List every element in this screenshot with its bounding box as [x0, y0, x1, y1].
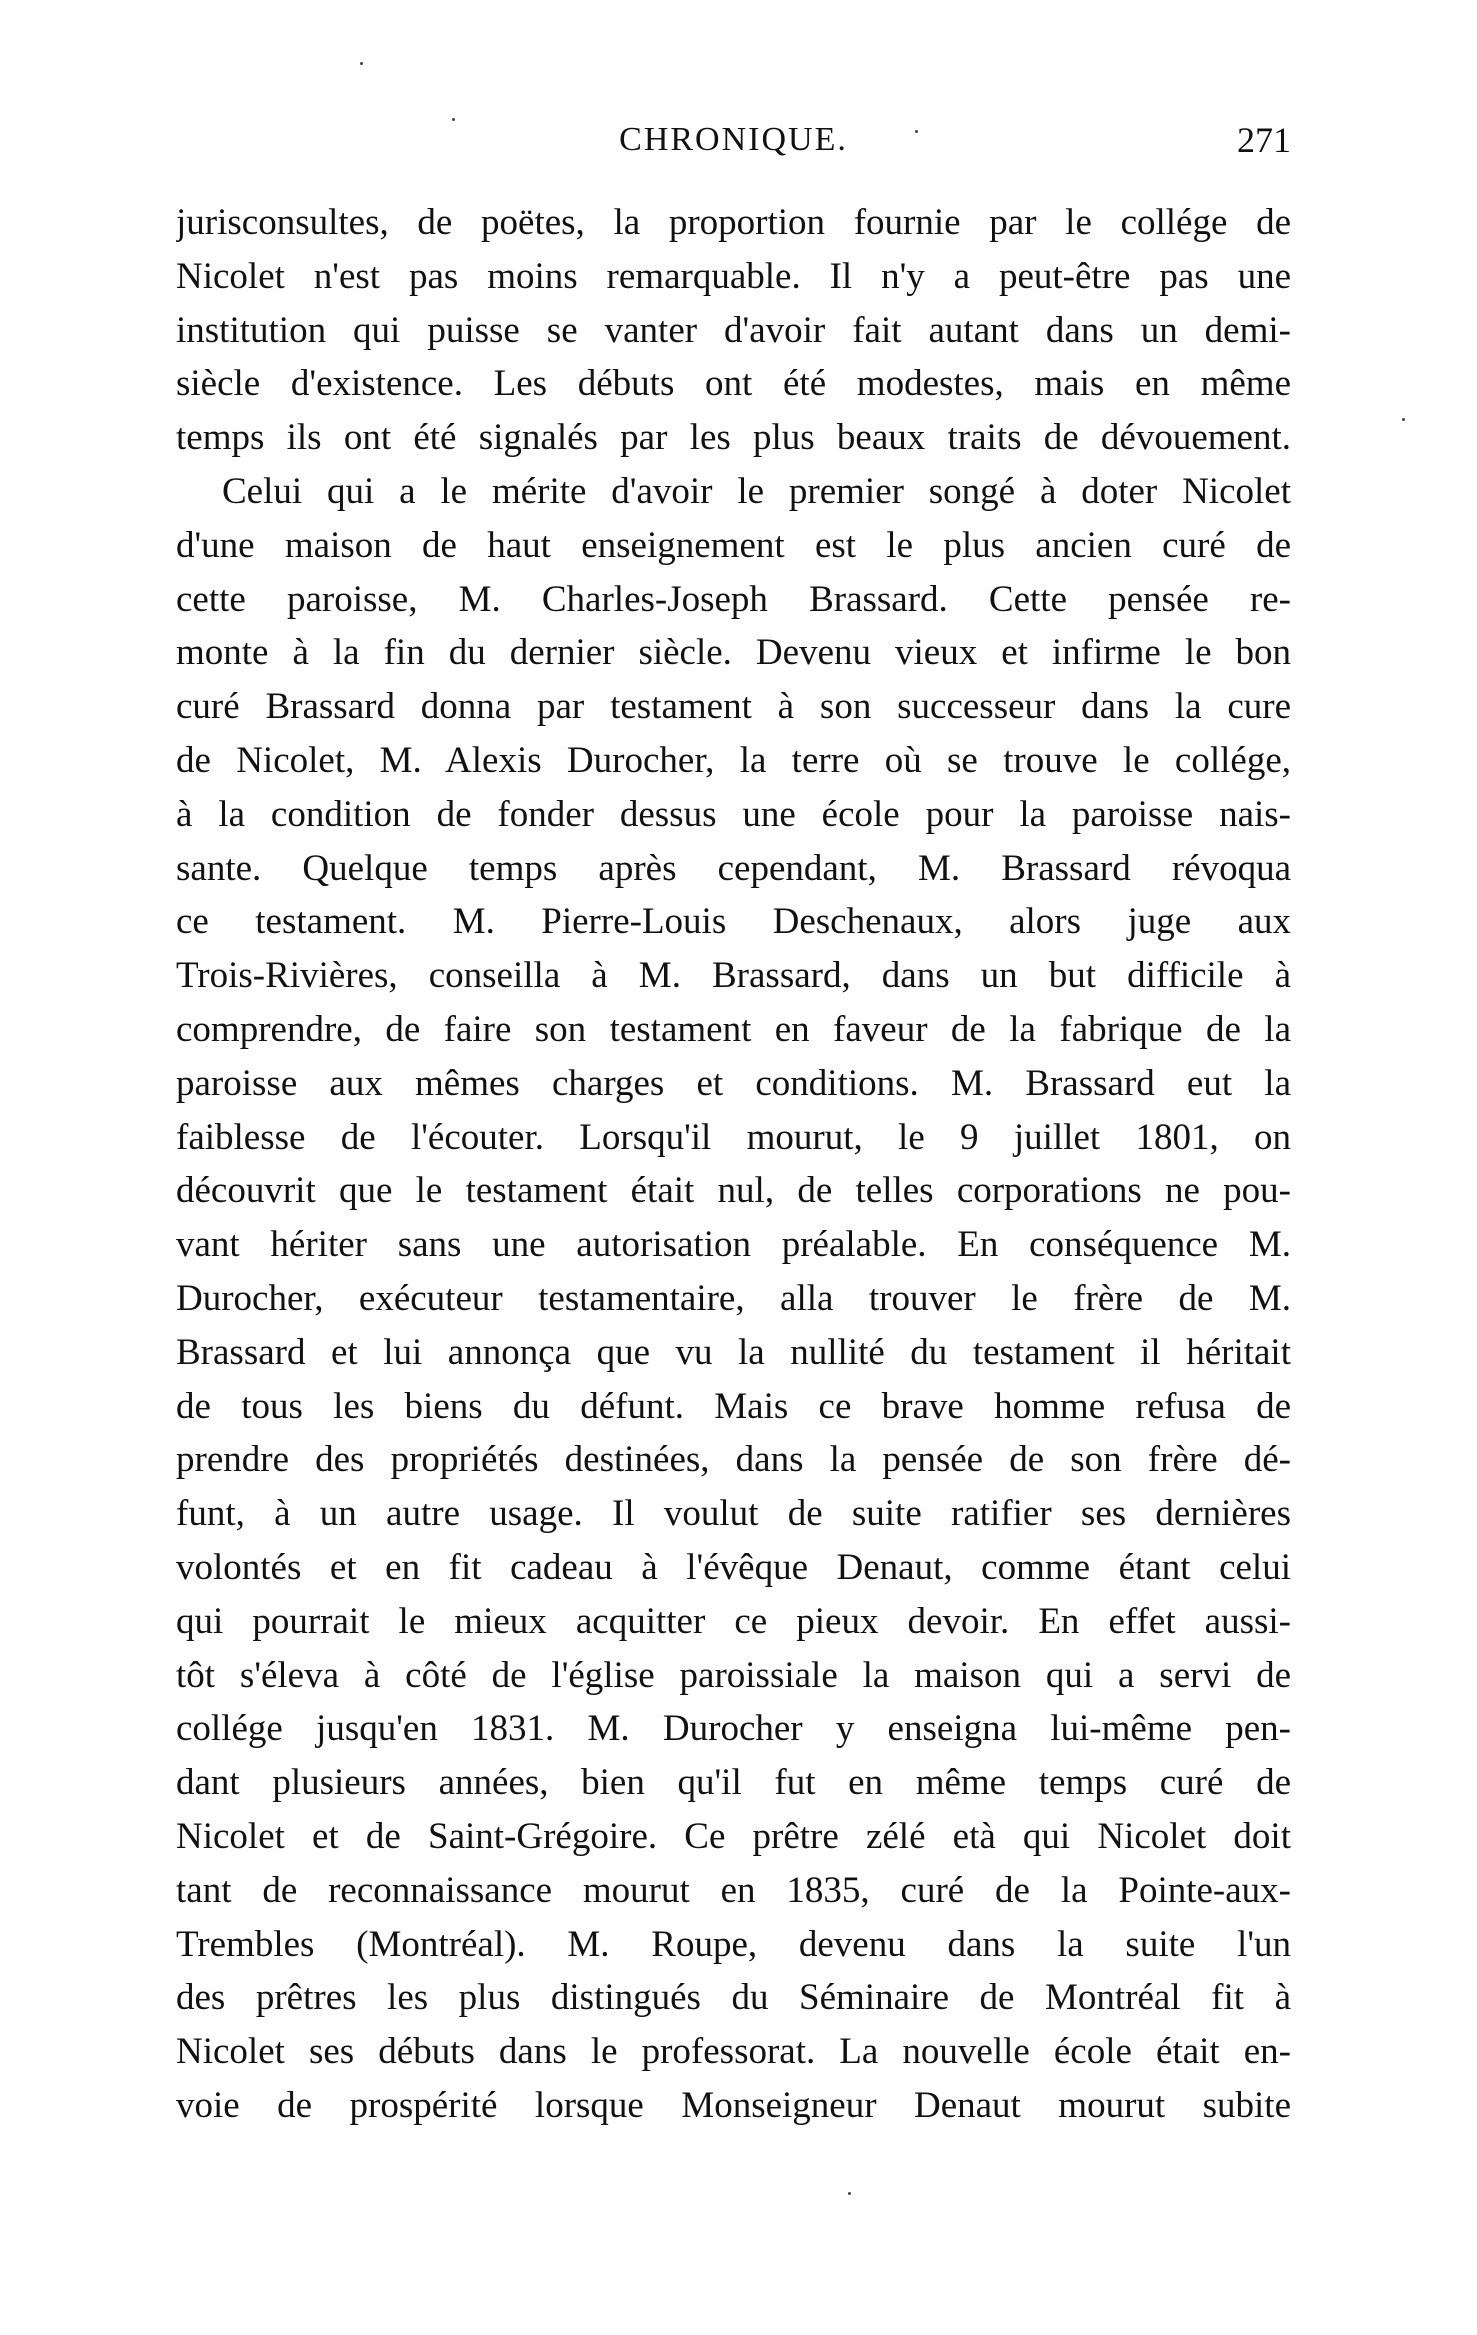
- text-line: tant de reconnaissance mourut en 1835, curé de la Pointe-aux-: [176, 1869, 1291, 1911]
- text-line: collége jusqu'en 1831. M. Durocher y enseigna lui-même pen-: [176, 1708, 1291, 1750]
- text-line: Durocher, exécuteur testamentaire, alla trouver le frère de M.: [176, 1277, 1291, 1319]
- text-line: Nicolet ses débuts dans le professorat. La nouvelle école était en-: [176, 2031, 1291, 2073]
- text-line: ce testament. M. Pierre-Louis Deschenaux, alors juge aux: [176, 901, 1291, 943]
- print-speck: [848, 2192, 851, 2195]
- text-line: à la condition de fonder dessus une école pour la paroisse nais-: [176, 793, 1291, 835]
- text-line: prendre des propriétés destinées, dans la pensée de son frère dé-: [176, 1439, 1291, 1481]
- paragraph-first-line: Celui qui a le mérite d'avoir le premier songé à doter Nicolet: [222, 470, 1291, 512]
- text-line: dant plusieurs années, bien qu'il fut en même temps curé de: [176, 1762, 1291, 1804]
- text-line: curé Brassard donna par testament à son successeur dans la cure: [176, 686, 1291, 728]
- text-line: faiblesse de l'écouter. Lorsqu'il mourut, le 9 juillet 1801, on: [176, 1116, 1291, 1158]
- print-speck: [1402, 418, 1405, 421]
- text-line: institution qui puisse se vanter d'avoir fait autant dans un demi-: [176, 309, 1291, 351]
- text-line: de tous les biens du défunt. Mais ce brave homme refusa de: [176, 1385, 1291, 1427]
- print-speck: [360, 62, 363, 65]
- text-line: d'une maison de haut enseignement est le plus ancien curé de: [176, 524, 1291, 566]
- body-text: [176, 196, 1291, 2133]
- text-line: des prêtres les plus distingués du Séminaire de Montréal fit à: [176, 1977, 1291, 2019]
- text-line: volontés et en fit cadeau à l'évêque Denaut, comme étant celui: [176, 1546, 1291, 1588]
- page-header: [176, 112, 1291, 168]
- running-title: CHRONIQUE.: [619, 121, 848, 158]
- text-line: de Nicolet, M. Alexis Durocher, la terre où se trouve le collége,: [176, 739, 1291, 781]
- text-line: découvrit que le testament était nul, de telles corporations ne pou-: [176, 1170, 1291, 1212]
- text-line: Nicolet n'est pas moins remarquable. Il n'y a peut-être pas une: [176, 255, 1291, 297]
- text-line: vant hériter sans une autorisation préalable. En conséquence M.: [176, 1224, 1291, 1266]
- text-line: paroisse aux mêmes charges et conditions. M. Brassard eut la: [176, 1062, 1291, 1104]
- text-line: temps ils ont été signalés par les plus beaux traits de dévouement.: [176, 417, 1291, 459]
- text-line: Brassard et lui annonça que vu la nullité du testament il héritait: [176, 1331, 1291, 1373]
- text-line: siècle d'existence. Les débuts ont été modestes, mais en même: [176, 363, 1291, 405]
- text-line: monte à la fin du dernier siècle. Devenu vieux et infirme le bon: [176, 632, 1291, 674]
- text-line: qui pourrait le mieux acquitter ce pieux devoir. En effet aussi-: [176, 1600, 1291, 1642]
- text-line: tôt s'éleva à côté de l'église paroissiale la maison qui a servi de: [176, 1654, 1291, 1696]
- page-number: 271: [1237, 120, 1291, 160]
- text-line: cette paroisse, M. Charles-Joseph Brassard. Cette pensée re-: [176, 578, 1291, 620]
- text-line: Trois-Rivières, conseilla à M. Brassard, dans un but difficile à: [176, 955, 1291, 997]
- text-line: comprendre, de faire son testament en faveur de la fabrique de la: [176, 1008, 1291, 1050]
- text-line: funt, à un autre usage. Il voulut de suite ratifier ses dernières: [176, 1493, 1291, 1535]
- text-line: Trembles (Montréal). M. Roupe, devenu dans la suite l'un: [176, 1923, 1291, 1965]
- text-line: jurisconsultes, de poëtes, la proportion fournie par le collége de: [176, 202, 1291, 243]
- text-line: Nicolet et de Saint-Grégoire. Ce prêtre zélé età qui Nicolet doit: [176, 1815, 1291, 1857]
- text-line: sante. Quelque temps après cependant, M. Brassard révoqua: [176, 847, 1291, 889]
- text-line: voie de prospérité lorsque Monseigneur Denaut mourut subite: [176, 2084, 1291, 2126]
